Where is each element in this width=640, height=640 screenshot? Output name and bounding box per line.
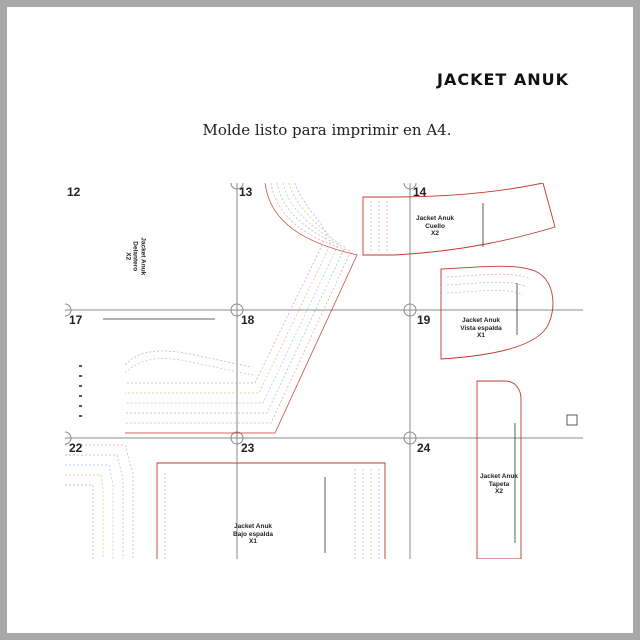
- page-number: 17: [69, 313, 83, 327]
- page-number: 14: [413, 185, 427, 199]
- page-number: 23: [241, 441, 255, 455]
- page-number: 22: [69, 441, 83, 455]
- page-number: 13: [239, 185, 253, 199]
- page-number: 12: [67, 185, 81, 199]
- page-number: 19: [417, 313, 431, 327]
- pattern-sheet: [65, 183, 583, 559]
- page-subtitle: Molde listo para imprimir en A4.: [202, 121, 452, 139]
- front-piece-curves: [65, 183, 357, 559]
- piece-label-cuello: Jacket Anuk Cuello X2: [415, 215, 455, 237]
- size-notches: [79, 365, 82, 417]
- page-number: 18: [241, 313, 255, 327]
- scale-box: [567, 415, 577, 425]
- tapeta-piece: [477, 381, 521, 559]
- piece-label-delantero: Jacket Anuk Delantero X2: [124, 237, 147, 276]
- page-number: 24: [417, 441, 431, 455]
- brand-title: JACKET ANUK: [437, 70, 570, 89]
- vista-espalda-piece: [441, 266, 553, 359]
- piece-label-vista-espalda: Jacket Anuk Vista espalda X1: [460, 317, 502, 339]
- piece-label-bajo-espalda: Jacket Anuk Bajo espalda X1: [232, 523, 274, 545]
- piece-label-tapeta: Jacket Anuk Tapeta X2: [479, 473, 519, 495]
